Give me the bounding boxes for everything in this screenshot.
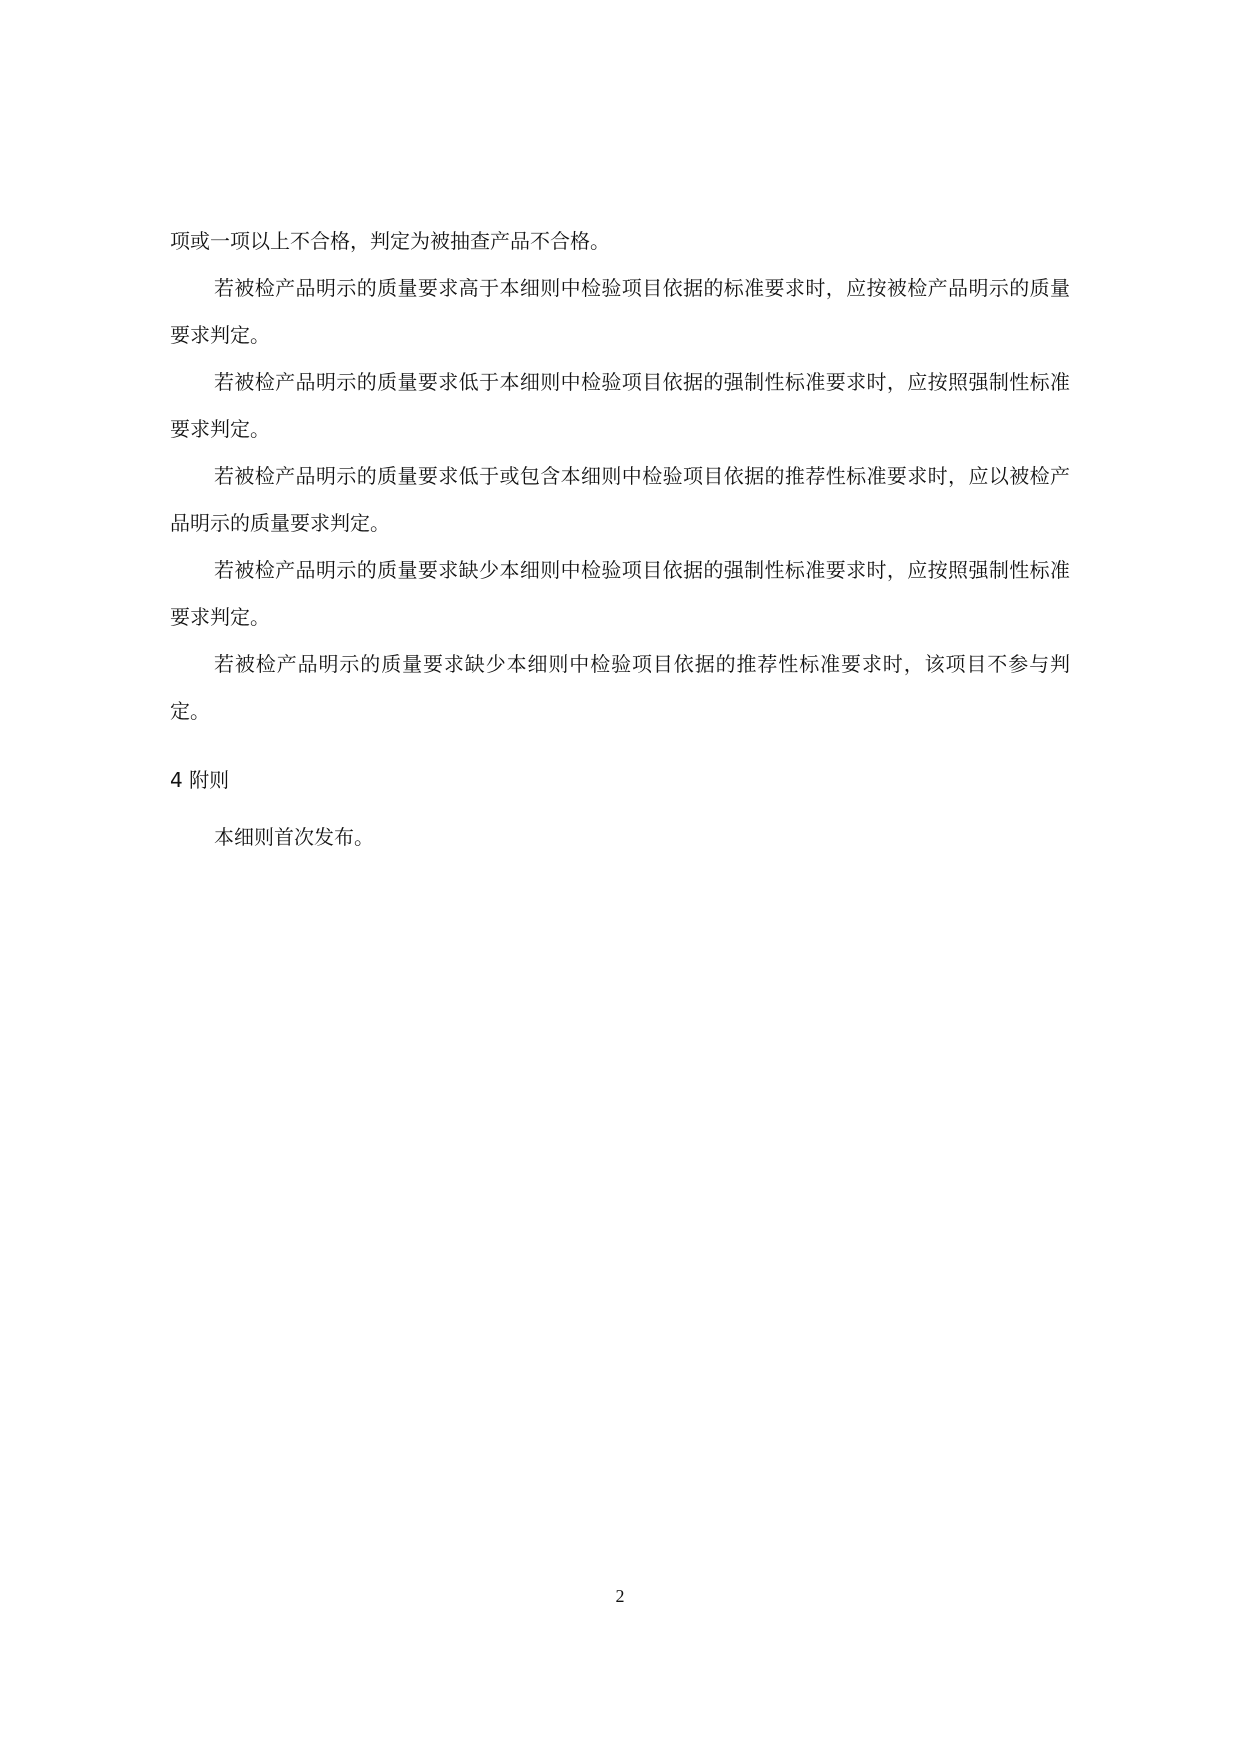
paragraph-continuation: 项或一项以上不合格，判定为被抽查产品不合格。: [170, 229, 610, 253]
section-heading-appendix: 4 附则: [170, 768, 230, 792]
judgement-rules-text: [170, 218, 1070, 735]
paragraph-lower-mandatory: 若被检产品明示的质量要求低于本细则中检验项目依据的强制性标准要求时，应按照强制性标准要求判定。: [170, 370, 1070, 441]
paragraph-missing-mandatory: 若被检产品明示的质量要求缺少本细则中检验项目依据的强制性标准要求时，应按照强制性标准要求判定。: [170, 558, 1070, 629]
page-number: 2: [615, 1586, 625, 1606]
paragraph-lower-recommended: 若被检产品明示的质量要求低于或包含本细则中检验项目依据的推荐性标准要求时，应以被检产品明示的质量要求判定。: [170, 464, 1070, 535]
paragraph-first-release: 本细则首次发布。: [214, 825, 374, 849]
closing-section: [170, 814, 1070, 861]
paragraph-missing-recommended: 若被检产品明示的质量要求缺少本细则中检验项目依据的推荐性标准要求时，该项目不参与判定。: [170, 652, 1070, 723]
paragraph-higher-requirement: 若被检产品明示的质量要求高于本细则中检验项目依据的标准要求时，应按被检产品明示的质量要求判定。: [170, 276, 1070, 347]
